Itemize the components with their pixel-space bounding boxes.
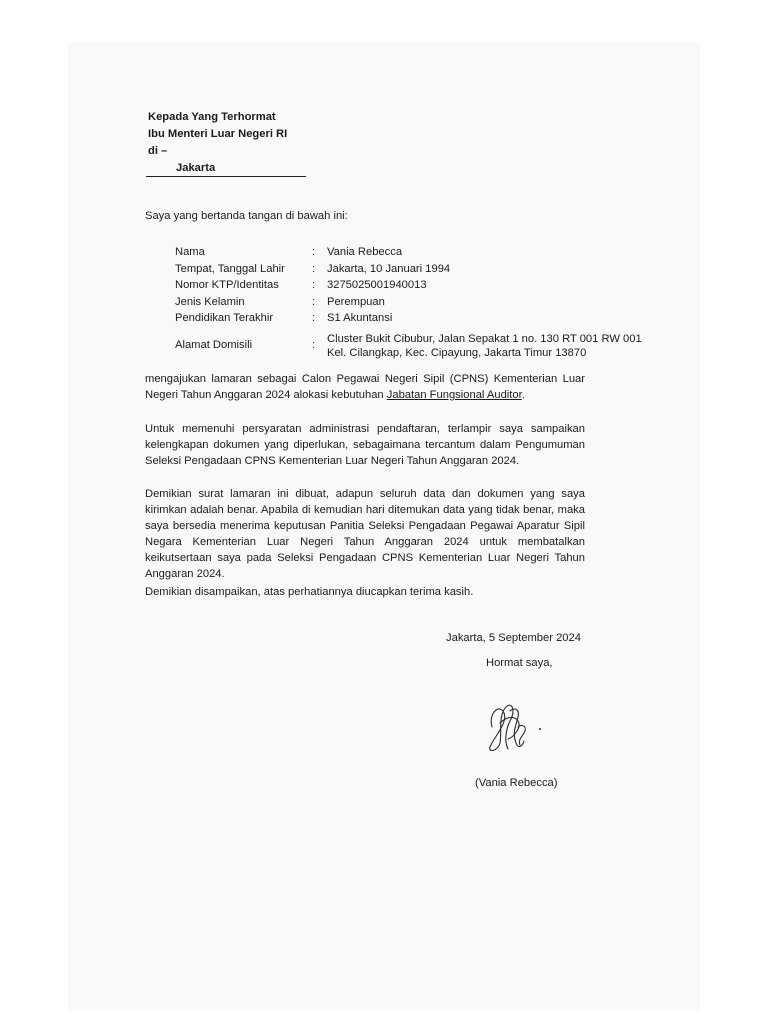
field-row-gender	[175, 295, 675, 312]
field-value: S1 Akuntansi	[327, 312, 393, 324]
field-value: Perempuan	[327, 295, 385, 308]
field-row-birth	[175, 262, 675, 279]
field-value: Vania Rebecca	[327, 246, 403, 258]
field-colon: :	[312, 262, 316, 275]
field-label: Pendidikan Terakhir	[175, 312, 274, 324]
intro-text: Saya yang bertanda tangan di bawah ini:	[145, 210, 348, 222]
field-label: Alamat Domisili	[175, 339, 253, 351]
recipient-line-2: Ibu Menteri Luar Negeri RI	[148, 128, 288, 140]
applicant-details	[175, 245, 675, 364]
paragraph-application	[145, 371, 585, 403]
field-row-education	[175, 311, 675, 328]
closing-regards: Hormat saya,	[486, 657, 553, 669]
recipient-line-1: Kepada Yang Terhormat	[148, 111, 276, 123]
field-label: Tempat, Tanggal Lahir	[175, 262, 285, 275]
field-row-name	[175, 245, 675, 262]
field-colon: :	[312, 295, 316, 308]
field-row-address	[175, 328, 675, 364]
position-title: Jabatan Fungsional Auditor	[386, 389, 522, 401]
field-label: Jenis Kelamin	[175, 295, 245, 308]
field-row-id	[175, 278, 675, 295]
paragraph-application-text: mengajukan lamaran sebagai Calon Pegawai Negeri Sipil (CPNS) Kementerian Luar Negeri Tahun Anggaran 2024 alokasi kebutuhan	[145, 373, 585, 401]
signature-icon	[478, 697, 558, 757]
field-colon: :	[312, 312, 316, 324]
field-label: Nomor KTP/Identitas	[175, 279, 279, 291]
paragraph-requirements: Untuk memenuhi persyaratan administrasi pendaftaran, terlampir saya sampaikan kelengkapan dokumen yang diperlukan, sebagaimana tercantum dalam Pengumuman Seleksi Pengadaan CPNS Kementerian Luar Negeri Tahun Anggaran 2024.	[145, 423, 585, 467]
paragraph-closing: Demikian disampaikan, atas perhatiannya diucapkan terima kasih.	[145, 586, 474, 598]
field-label: Nama	[175, 246, 205, 258]
field-value: Jakarta, 10 Januari 1994	[327, 262, 451, 275]
recipient-address	[148, 109, 287, 177]
field-colon: :	[312, 246, 316, 258]
recipient-city: Jakarta	[176, 162, 216, 174]
field-value	[327, 332, 675, 360]
recipient-line-3: di –	[148, 145, 168, 157]
signer-name: (Vania Rebecca)	[475, 777, 558, 789]
field-value: 3275025001940013	[327, 279, 427, 291]
address-line-1: Cluster Bukit Cibubur, Jalan Sepakat 1 no. 130 RT 001 RW 001	[327, 332, 642, 345]
address-underline	[146, 176, 306, 177]
field-colon: :	[312, 279, 316, 291]
paragraph-statement: Demikian surat lamaran ini dibuat, adapun seluruh data dan dokumen yang saya kirimkan adalah benar. Apabila di kemudian hari ditemukan data yang tidak benar, maka saya bersedia menerima keputusan Panitia Seleksi Pengadaan Pegawai Aparatur Sipil Negara Kementerian Luar Negeri Tahun Anggaran 2024 untuk membatalkan keikutsertaan saya pada Seleksi Pengadaan CPNS Kementerian Luar Negeri Tahun Anggaran 2024.	[145, 488, 585, 580]
place-date: Jakarta, 5 September 2024	[446, 632, 581, 644]
field-colon: :	[312, 339, 316, 351]
paragraph-application-end: .	[521, 389, 525, 401]
address-line-2: Kel. Cilangkap, Kec. Cipayung, Jakarta Timur 13870	[327, 346, 587, 359]
